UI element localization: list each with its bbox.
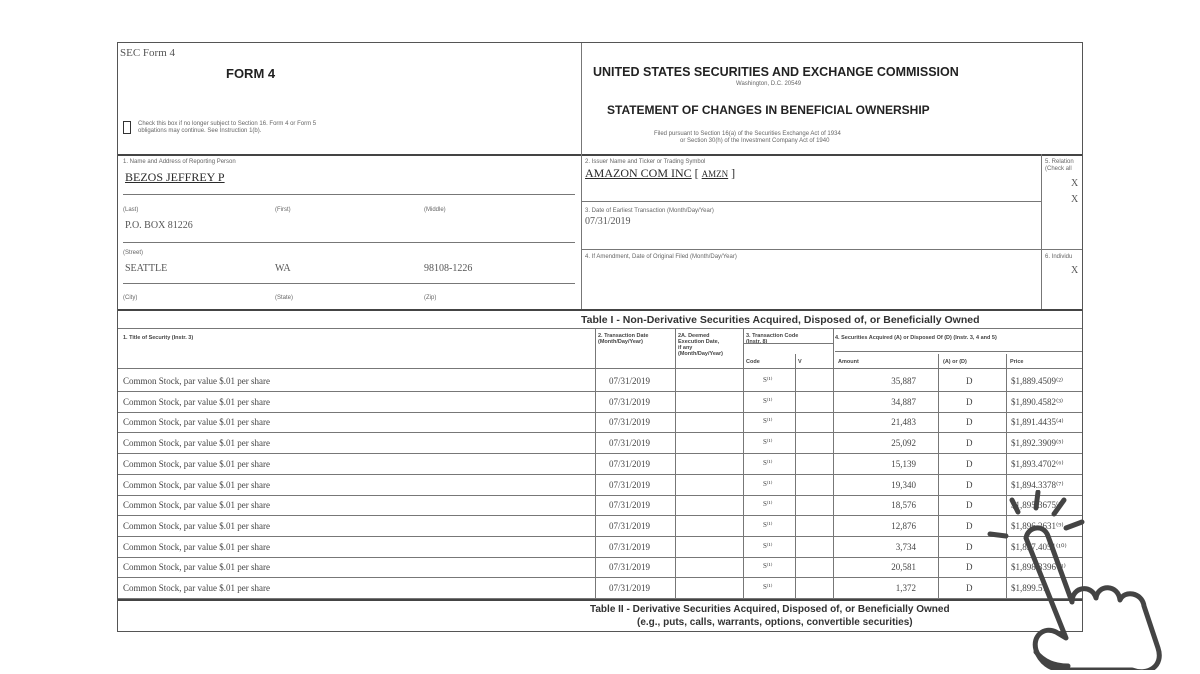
table-2-subtitle: (e.g., puts, calls, warrants, options, convertible securities) — [637, 617, 913, 628]
city-label: (City) — [123, 295, 138, 301]
sec-form-4 — [117, 42, 1083, 632]
price: $1,893.4702⁽⁶⁾ — [1011, 458, 1064, 469]
header-amount: Amount — [838, 359, 859, 365]
transaction-code: S⁽¹⁾ — [763, 396, 773, 405]
checkbox-note-line-2: obligations may continue. See Instruction 1(b). — [138, 128, 262, 134]
amount: 1,372 — [895, 583, 916, 593]
transaction-code: S⁽¹⁾ — [763, 438, 773, 447]
table-row — [118, 516, 1083, 537]
security-title: Common Stock, par value $.01 per share — [123, 438, 270, 449]
header-deemed-execution — [678, 333, 723, 357]
price: $1,891.4435⁽⁴⁾ — [1011, 417, 1064, 428]
price: $1,898.3396⁽¹¹⁾ — [1011, 562, 1066, 573]
price: $1,894.3378⁽⁷⁾ — [1011, 479, 1064, 490]
header-securities-acquired: 4. Securities Acquired (A) or Disposed Of (D) (Instr. 3, 4 and 5) — [835, 335, 997, 341]
amount: 3,734 — [895, 541, 916, 552]
transaction-date: 07/31/2019 — [609, 438, 651, 449]
transaction-code: S⁽¹⁾ — [763, 417, 773, 426]
individual-filing-x: X — [1071, 265, 1079, 276]
table-row — [118, 578, 1083, 599]
amount: 20,581 — [891, 562, 916, 573]
last-label: (Last) — [123, 207, 139, 213]
acquired-or-disposed: D — [966, 541, 973, 552]
transaction-date: 07/31/2019 — [609, 458, 651, 469]
washington-address: Washington, D.C. 20549 — [736, 81, 802, 87]
header-a-or-d: (A) or (D) — [943, 359, 967, 365]
security-title: Common Stock, par value $.01 per share — [123, 562, 270, 573]
checkbox-note-line-1: Check this box if no longer subject to Section 16. Form 4 or Form 5 — [138, 121, 317, 127]
table-row — [118, 412, 1083, 433]
acquired-or-disposed: D — [966, 458, 973, 469]
street-address: P.O. BOX 81226 — [125, 220, 193, 231]
header-transaction-date — [598, 333, 648, 345]
city-value: SEATTLE — [125, 263, 168, 274]
header-code-line-2: (Instr. 8) — [746, 339, 768, 345]
header-transaction-date-line-1: 2. Transaction Date — [598, 333, 649, 339]
security-title: Common Stock, par value $.01 per share — [123, 583, 270, 593]
earliest-date-value: 07/31/2019 — [585, 216, 631, 227]
pointing-hand-icon — [986, 490, 1196, 670]
state-value: WA — [275, 263, 291, 274]
transaction-date: 07/31/2019 — [609, 417, 651, 428]
relationship-check-label: (Check all — [1045, 166, 1072, 172]
commission-title: UNITED STATES SECURITIES AND EXCHANGE COMMISSION — [593, 65, 959, 79]
header-deemed-line-4: (Month/Day/Year) — [678, 351, 723, 357]
header-price: Price — [1010, 359, 1024, 365]
ticker-close-bracket: ] — [731, 166, 736, 180]
middle-label: (Middle) — [424, 207, 446, 213]
relationship-x-1: X — [1071, 178, 1079, 189]
filed-pursuant-line-1: Filed pursuant to Section 16(a) of the Securities Exchange Act of 1934 — [654, 131, 841, 137]
transaction-code: S⁽¹⁾ — [763, 500, 773, 509]
table-2-title: Table II - Derivative Securities Acquired, Disposed of, or Beneficially Owned — [590, 604, 950, 615]
amount: 35,887 — [891, 376, 916, 386]
transaction-date: 07/31/2019 — [609, 396, 651, 407]
price: $1,897.4051⁽¹⁰⁾ — [1011, 541, 1067, 552]
acquired-or-disposed: D — [966, 520, 973, 531]
street-label: (Street) — [123, 250, 144, 256]
acquired-or-disposed: D — [966, 562, 973, 573]
header-transaction-date-line-2: (Month/Day/Year) — [598, 339, 643, 345]
table-row — [118, 392, 1083, 413]
header-deemed-line-1: 2A. Deemed — [678, 333, 710, 339]
security-title: Common Stock, par value $.01 per share — [123, 396, 270, 407]
header-deemed-line-3: if any — [678, 345, 693, 351]
price: $1,890.4582⁽³⁾ — [1011, 396, 1064, 407]
amount: 19,340 — [891, 479, 916, 490]
issuer-label: 2. Issuer Name and Ticker or Trading Symbol — [585, 159, 706, 165]
transaction-code: S⁽¹⁾ — [763, 562, 773, 571]
security-title: Common Stock, par value $.01 per share — [123, 479, 270, 490]
security-title: Common Stock, par value $.01 per share — [123, 417, 270, 428]
ticker-open-bracket: [ — [694, 166, 699, 180]
acquired-or-disposed: D — [966, 376, 973, 386]
amount: 15,139 — [891, 458, 916, 469]
security-title: Common Stock, par value $.01 per share — [123, 376, 270, 386]
statement-title: STATEMENT OF CHANGES IN BENEFICIAL OWNERSHIP — [607, 103, 930, 117]
issuer-name[interactable]: AMAZON COM INC — [585, 166, 692, 180]
issuer-line — [585, 166, 735, 181]
form-title: FORM 4 — [226, 66, 276, 81]
no-longer-subject-checkbox[interactable] — [123, 121, 131, 134]
transaction-date: 07/31/2019 — [609, 500, 651, 511]
acquired-or-disposed: D — [966, 479, 973, 490]
filed-pursuant-line-2: or Section 30(h) of the Investment Company Act of 1940 — [680, 138, 830, 144]
amount: 12,876 — [891, 520, 916, 531]
security-title: Common Stock, par value $.01 per share — [123, 520, 270, 531]
transaction-code: S⁽¹⁾ — [763, 583, 773, 591]
acquired-or-disposed: D — [966, 583, 973, 593]
table-row — [118, 537, 1083, 558]
table-1-title: Table I - Non-Derivative Securities Acquired, Disposed of, or Beneficially Owned — [581, 314, 980, 326]
transaction-date: 07/31/2019 — [609, 520, 651, 531]
relationship-x-2: X — [1071, 194, 1079, 205]
security-title: Common Stock, par value $.01 per share — [123, 541, 270, 552]
table-row — [118, 371, 1083, 392]
transaction-date: 07/31/2019 — [609, 541, 651, 552]
amount: 34,887 — [891, 396, 916, 407]
header-code-line-1: 3. Transaction Code — [746, 333, 799, 339]
amount: 21,483 — [891, 417, 916, 428]
amendment-label: 4. If Amendment, Date of Original Filed (Month/Day/Year) — [585, 254, 737, 260]
transaction-date: 07/31/2019 — [609, 562, 651, 573]
price: $1,896.2631⁽⁹⁾ — [1011, 520, 1064, 531]
transaction-code: S⁽¹⁾ — [763, 376, 773, 384]
reporting-person-name[interactable]: BEZOS JEFFREY P — [125, 170, 225, 184]
header-deemed-line-2: Execution Date, — [678, 339, 720, 345]
security-title: Common Stock, par value $.01 per share — [123, 500, 270, 511]
checkbox-note — [138, 121, 378, 135]
price: $1,895.3675⁽⁸⁾ — [1011, 500, 1064, 511]
zip-value: 98108-1226 — [424, 263, 473, 274]
transaction-code: S⁽¹⁾ — [763, 541, 773, 550]
header-title-of-security: 1. Title of Security (Instr. 3) — [123, 335, 194, 341]
first-label: (First) — [275, 207, 291, 213]
transaction-date: 07/31/2019 — [609, 479, 651, 490]
header-v: V — [798, 359, 802, 365]
ticker-symbol[interactable]: AMZN — [701, 169, 729, 179]
transaction-code: S⁽¹⁾ — [763, 479, 773, 488]
reporting-person-label: 1. Name and Address of Reporting Person — [123, 159, 236, 165]
transaction-date: 07/31/2019 — [609, 376, 651, 386]
table-row — [118, 433, 1083, 454]
acquired-or-disposed: D — [966, 500, 973, 511]
amount: 25,092 — [891, 438, 916, 449]
individual-filing-label: 6. Individu — [1045, 254, 1073, 260]
amount: 18,576 — [891, 500, 916, 511]
relationship-label: 5. Relation — [1045, 159, 1074, 165]
table-row — [118, 454, 1083, 475]
acquired-or-disposed: D — [966, 396, 973, 407]
state-label: (State) — [275, 295, 294, 301]
transaction-code: S⁽¹⁾ — [763, 520, 773, 529]
price: $1,899.57 — [1011, 583, 1047, 593]
earliest-date-label: 3. Date of Earliest Transaction (Month/Day/Year) — [585, 208, 714, 214]
table-row — [118, 557, 1083, 578]
sec-form-label: SEC Form 4 — [120, 47, 176, 59]
transaction-code: S⁽¹⁾ — [763, 458, 773, 467]
acquired-or-disposed: D — [966, 417, 973, 428]
table-row — [118, 475, 1083, 496]
transaction-date: 07/31/2019 — [609, 583, 651, 593]
security-title: Common Stock, par value $.01 per share — [123, 458, 270, 469]
header-code: Code — [746, 359, 760, 365]
price: $1,889.4509⁽²⁾ — [1011, 376, 1064, 386]
price: $1,892.3909⁽⁵⁾ — [1011, 438, 1064, 449]
acquired-or-disposed: D — [966, 438, 973, 449]
zip-label: (Zip) — [424, 295, 437, 301]
table-row — [118, 495, 1083, 516]
